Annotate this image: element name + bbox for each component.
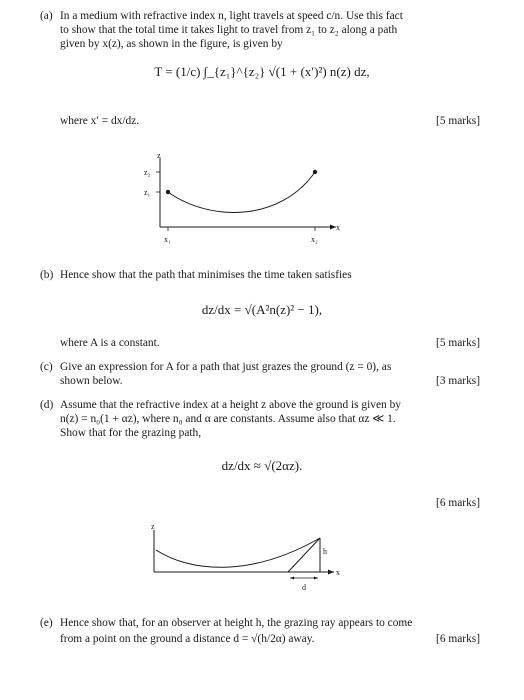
part-b-equation: dz/dx = √(A²n(z)² − 1), [201,302,323,317]
figure-a-path-curve [168,172,315,212]
part-b-label: (b) [40,269,54,281]
figure-a-x-label-box [336,222,350,234]
part-d-label: (d) [40,399,54,411]
figure-a-z2-label: z₂ [144,168,151,177]
figure-d-h-label: h [323,547,327,556]
part-c-label: (c) [40,361,53,373]
figure-d-z-axis-label: z [151,522,155,531]
part-a-marks: [5 marks] [436,115,480,127]
figure-a-x2-label: x₂ [311,235,318,244]
figure-d [140,520,350,600]
part-c-marks: [3 marks] [436,375,480,387]
figure-a-z1-label: z₁ [144,188,151,197]
figure-a [140,150,340,250]
part-a-line-2: to show that the total time it takes light to travel from z₁ to z₂ along a path [60,24,398,36]
figure-a-x-axis-label: x [336,223,340,232]
part-d-line-1: Assume that the refractive index at a height z above the ground is given by [60,399,401,411]
part-e-line-1: Hence show that, for an observer at height h, the grazing ray appears to come [60,617,413,629]
part-d-line-3: Show that for the grazing path, [60,427,202,439]
figure-d-grazing-ray [156,538,320,567]
part-e-marks: [6 marks] [436,633,480,645]
part-b-marks: [5 marks] [436,337,480,349]
part-e-label: (e) [40,617,53,629]
figure-a-end-point [313,170,317,174]
part-a-label: (a) [40,10,53,22]
part-c-line-2: shown below. [60,375,123,387]
part-e-line-2: from a point on the ground a distance d = √(h/2α) away. [60,633,315,645]
part-a-line-3: given by x(z), as shown in the figure, is given by [60,38,283,50]
figure-d-x-axis-label: x [336,568,340,577]
part-d-equation: dz/dx ≈ √(2αz). [221,458,303,473]
figure-d-x-arrow [328,570,334,575]
figure-a-start-point [166,190,170,194]
part-b-line-1: Hence show that the path that minimises the time taken satisfies [60,269,352,281]
figure-a-x1-label: x₁ [164,235,171,244]
part-a-where: where x′ = dx/dz. [60,115,140,127]
part-a-line-1: In a medium with refractive index n, light travels at speed c/n. Use this fact [60,10,403,22]
part-b-where: where A is a constant. [60,337,160,349]
figure-a-z-axis-label: z [157,151,161,160]
part-c-line-1: Give an expression for A for a path that just grazes the ground (z = 0), as [60,361,392,373]
part-d-line-2: n(z) = n₀(1 + αz), where n₀ and α are constants. Assume also that αz ≪ 1. [60,413,396,425]
figure-d-apparent-ray [288,538,320,572]
figure-d-d-label: d [302,583,306,592]
part-a-equation: T = (1/c) ∫_{z₁}^{z₂} √(1 + (x′)²) n(z) dz, [154,64,370,79]
part-d-marks: [6 marks] [436,497,480,509]
